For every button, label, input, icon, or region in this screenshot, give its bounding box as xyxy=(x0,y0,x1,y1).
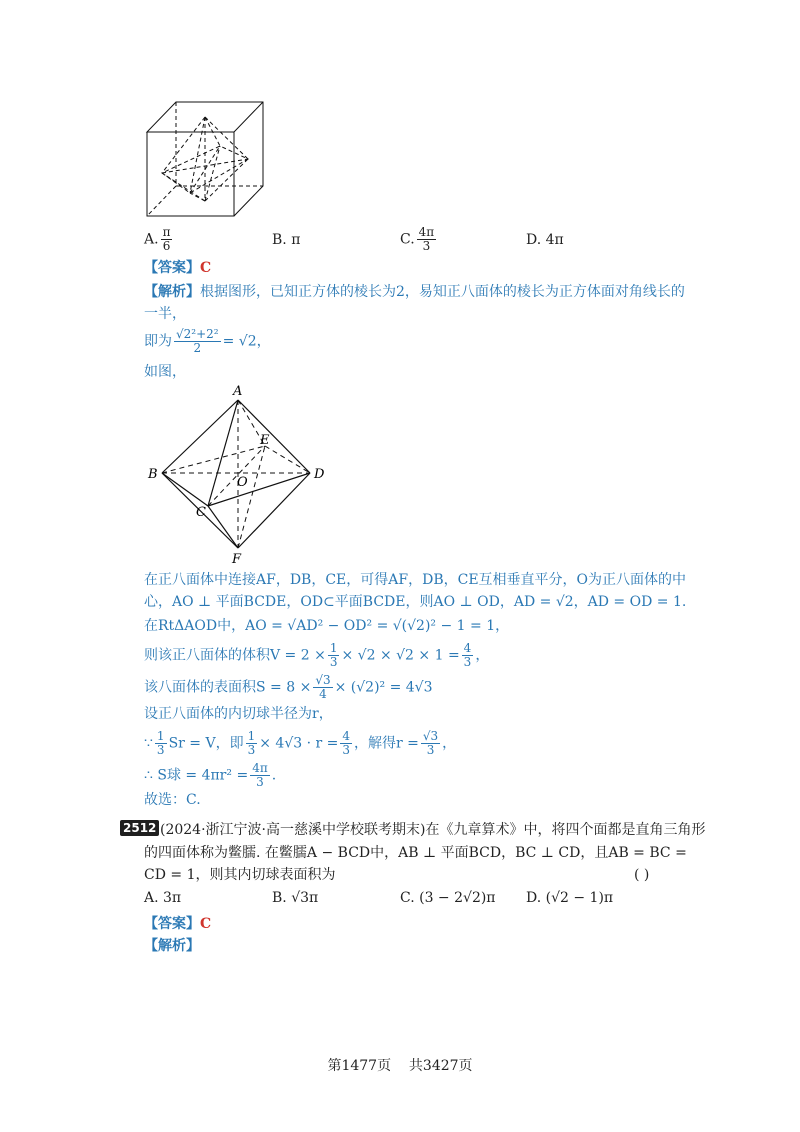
q2-answer: 【答案】C xyxy=(144,916,212,932)
q2-option-b: B. √3π xyxy=(272,890,319,906)
q1-analysis-line-11: ∵ $\frac{1}{3}$ Sr = V，即 $\frac{1}{3}$ × 4√3 · r = $\frac{4}{3}$ ，解得r = $\frac{√3}{3}$ ， xyxy=(144,729,457,757)
q1-analysis-line-5: 在正八面体中连接AF，DB，CE，可得AF，DB，CE互相垂直平分，O为正八面体的中 xyxy=(144,572,687,588)
q1-analysis-line-7: 在RtΔAOD中，AO = √AD² − OD² = √(√2)² − 1 = 1， xyxy=(144,618,510,634)
q1-analysis-line-8: 则该正八面体的体积V = 2 × $\frac{1}{3}$ × √2 × √2 × 1 = $\frac{4}{3}$ ， xyxy=(144,641,490,669)
q1-analysis-line-3: 即为 $\frac{\text{√2²+2²}}{2}$ = √2， xyxy=(144,327,271,355)
q2-stem-line-1: (2024·浙江宁波·高一慈溪中学校联考期末)在《九章算术》中，将四个面都是直角三角形 xyxy=(160,822,706,838)
fraction: $\frac{1}{3}$ xyxy=(247,729,256,757)
q2-option-c: C. (3 − 2√2)π xyxy=(400,890,496,906)
q1-analysis-line-1: 【解析】根据图形，已知正方体的棱长为2，易知正八面体的棱长为正方体面对角线长的 xyxy=(144,284,685,300)
fraction: $\frac{\text{√2²+2²}}{2}$ xyxy=(176,327,219,355)
q2-option-a: A. 3π xyxy=(144,890,182,906)
q1-option-c: C. $\frac{4\pi}{3}$ xyxy=(400,225,435,253)
q1-answer: 【答案】C xyxy=(144,260,212,276)
label-f: F xyxy=(232,552,242,567)
fraction: $\frac{1}{3}$ xyxy=(156,729,165,757)
q2-answer-paren: ( ) xyxy=(634,867,650,883)
fraction: $\frac{√3}{3}$ xyxy=(422,729,439,757)
q2-analysis-tag: 【解析】 xyxy=(144,938,200,954)
q1-option-a: A. $\frac{\pi}{6}$ xyxy=(144,225,171,253)
page-total: 共3427页 xyxy=(408,1058,473,1074)
q2-stem-line-2: 的四面体称为鳖臑. 在鳖臑A − BCD中，AB ⊥ 平面BCD，BC ⊥ CD，且AB = BC = xyxy=(144,845,687,861)
fraction: $\frac{√3}{4}$ xyxy=(315,673,331,701)
label-c: C xyxy=(196,505,206,520)
fraction: $\frac{\pi}{6}$ xyxy=(162,225,171,253)
cube-octahedron-figure xyxy=(140,98,270,222)
label-o: O xyxy=(237,475,248,490)
q1-option-d: D. 4π xyxy=(526,232,564,248)
fraction: $\frac{4\pi}{3}$ xyxy=(252,761,268,789)
page-footer xyxy=(0,1056,800,1076)
octahedron-figure xyxy=(140,378,340,568)
q1-option-b: B. π xyxy=(272,232,301,248)
page-number: 第1477页 xyxy=(327,1058,392,1074)
question-number-badge: 2512 xyxy=(120,820,159,836)
fraction: $\frac{4\pi}{3}$ xyxy=(418,225,435,253)
label-b: B xyxy=(148,467,158,482)
q1-analysis-line-2: 一半， xyxy=(144,306,186,322)
q2-stem-line-3: CD = 1，则其内切球表面积为 xyxy=(144,867,336,883)
q1-analysis-line-12: ∴ S球 = 4πr² = $\frac{4\pi}{3}$ . xyxy=(144,761,277,789)
q1-analysis-line-10: 设正八面体的内切球半径为r， xyxy=(144,706,333,722)
label-e: E xyxy=(260,433,270,448)
q1-analysis-line-4: 如图， xyxy=(144,364,186,380)
fraction: $\frac{4}{3}$ xyxy=(463,641,472,669)
label-a: A xyxy=(233,384,243,399)
q2-option-d: D. (√2 − 1)π xyxy=(526,890,614,906)
fraction: $\frac{1}{3}$ xyxy=(329,641,338,669)
q1-analysis-line-9: 该八面体的表面积S = 8 × $\frac{√3}{4}$ × (√2)² = 4√3 xyxy=(144,673,433,701)
fraction: $\frac{4}{3}$ xyxy=(342,729,351,757)
label-d: D xyxy=(314,467,325,482)
q1-analysis-line-13: 故选：C. xyxy=(144,792,201,808)
q1-analysis-line-6: 心，AO ⊥ 平面BCDE，OD⊂平面BCDE，则AO ⊥ OD，AD = √2，AD = OD = 1. xyxy=(144,594,687,610)
